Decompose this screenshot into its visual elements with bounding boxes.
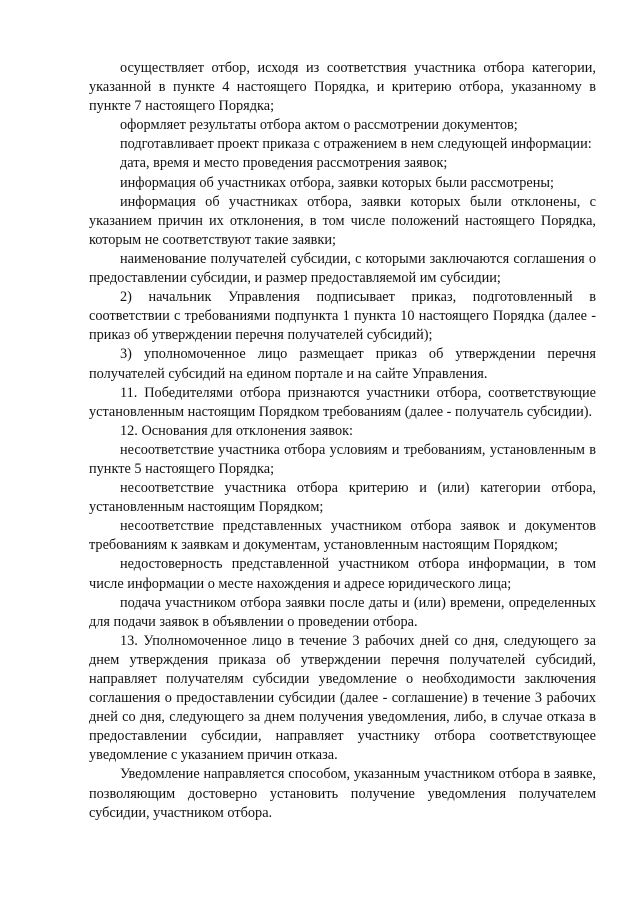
paragraph-selection-criteria: осуществляет отбор, исходя из соответствия участника отбора категории, указанной в пункте 4 настоящего Порядка, и критерию отбора, указанному в пункте 7 настоящего Порядка; (89, 60, 596, 115)
paragraph-rejection-reason-2: несоответствие участника отбора критерию и (или) категории отбора, установленным настоящим Порядком; (89, 480, 596, 516)
paragraph-review-date: дата, время и место проведения рассмотрения заявок; (120, 155, 448, 172)
paragraph-notification-method: Уведомление направляется способом, указанным участником отбора в заявке, позволяющим достоверно установить получение уведомления получателем субсидии, участником отбора. (89, 766, 596, 821)
paragraph-rejection-reason-3: несоответствие представленных участником отбора заявок и документов требованиям к заявкам и документам, установленным настоящим Порядком; (89, 518, 596, 554)
paragraph-rejection-reason-4: недостоверность представленной участником отбора информации, в том числе информации о месте нахождения и адресе юридического лица; (89, 556, 596, 592)
paragraph-act-of-review: оформляет результаты отбора актом о рассмотрении документов; (120, 117, 518, 134)
paragraph-draft-order: подготавливает проект приказа с отражением в нем следующей информации: (120, 136, 592, 153)
document-body (89, 59, 596, 823)
paragraph-section-12-heading: 12. Основания для отклонения заявок: (120, 422, 354, 439)
paragraph-rejected-participants: информация об участниках отбора, заявки которых были отклонены, с указанием причин их отклонения, в том числе положений настоящего Порядка, которым не соответствуют такие заявки; (89, 193, 596, 248)
paragraph-section-11: 11. Победителями отбора признаются участники отбора, соответствующие установленным настоящим Порядком требованиям (далее - получатель субсидии). (89, 384, 596, 420)
paragraph-item-2: 2) начальник Управления подписывает приказ, подготовленный в соответствии с требованиями подпункта 1 пункта 10 настоящего Порядка (далее - приказ об утверждении перечня получателей субсидий); (89, 289, 596, 344)
paragraph-recipients-list: наименование получателей субсидии, с которыми заключаются соглашения о предоставлении субсидии, и размер предоставляемой им субсидии; (89, 250, 596, 287)
paragraph-rejection-reason-5: подача участником отбора заявки после даты и (или) времени, определенных для подачи заявок в объявлении о проведении отбора. (89, 594, 596, 630)
paragraph-section-13: 13. Уполномоченное лицо в течение 3 рабочих дней со дня, следующего за днем утверждения приказа об утверждении перечня получателей субсидий, направляет получателям субсидии уведомление о необходимости заключения соглашения о предоставлении субсидии (далее - соглашение) в течение 3 рабочих дней со дня, следующего за днем получения уведомления, либо, в случае отказа в предоставлении субсидии, направляет участнику отбора соответствующее уведомление с указанием причин отказа. (89, 632, 596, 764)
paragraph-rejection-reason-1: несоответствие участника отбора условиям и требованиям, установленным в пункте 5 настоящего Порядка; (89, 441, 596, 477)
paragraph-item-3: 3) уполномоченное лицо размещает приказ об утверждении перечня получателей субсидий на едином портале и на сайте Управления. (89, 346, 596, 382)
paragraph-reviewed-participants: информация об участниках отбора, заявки которых были рассмотрены; (120, 174, 554, 191)
